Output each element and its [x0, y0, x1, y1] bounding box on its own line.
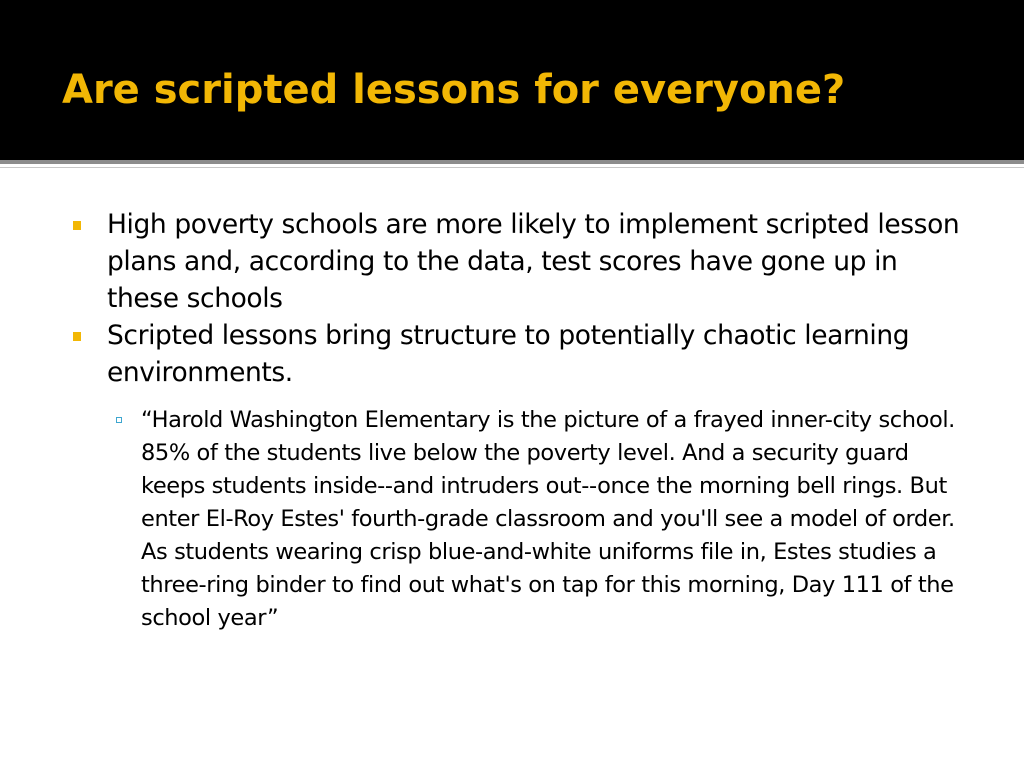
slide-title: Are scripted lessons for everyone? — [62, 67, 846, 113]
bullet-text: High poverty schools are more likely to implement scripted lesson plans and, according to the data, test scores have gone up in these schools — [107, 209, 960, 314]
title-divider-thin — [0, 167, 1024, 168]
slide-body — [0, 206, 1024, 635]
square-bullet-icon — [73, 332, 81, 341]
bullet-item — [107, 206, 967, 317]
title-bar — [0, 0, 1024, 160]
title-divider-thick — [0, 160, 1024, 164]
hollow-square-bullet-icon — [116, 417, 122, 423]
square-bullet-icon — [73, 221, 81, 230]
quote-text: “Harold Washington Elementary is the picture of a frayed inner-city school. 85% of the students live below the poverty level. And a security guard keeps students inside--and intruders out--once the morning bell rings. But enter El-Roy Estes' fourth-grade classroom and you'll see a model of order. As students wearing crisp blue-and-white uniforms file in, Estes studies a three-ring binder to find out what's on tap for this morning, Day 111 of the school year” — [141, 407, 955, 631]
bullet-item — [107, 317, 967, 391]
bullet-text: Scripted lessons bring structure to potentially chaotic learning environments. — [107, 320, 910, 388]
sub-bullet-item — [141, 404, 971, 635]
